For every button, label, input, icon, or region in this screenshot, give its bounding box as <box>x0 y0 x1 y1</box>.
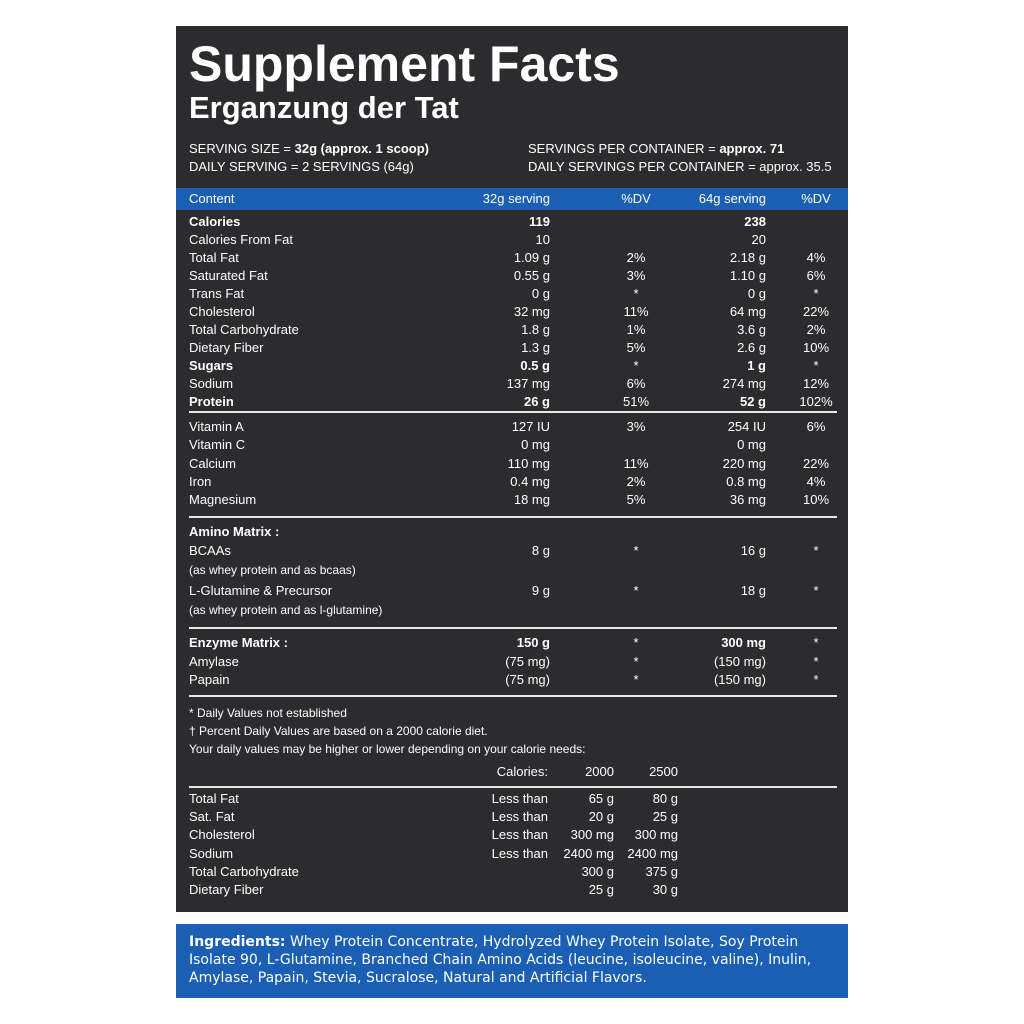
row-label: Iron <box>189 473 212 489</box>
table-row <box>176 491 848 509</box>
dv-2500-value: 80 g <box>652 791 678 806</box>
serving-64g-value: 220 mg <box>722 455 766 471</box>
dv-32g-value: 3% <box>626 268 646 283</box>
serving-64g-value: 274 mg <box>722 376 766 391</box>
dv-2000-value: 2400 mg <box>563 845 614 861</box>
table-row <box>176 393 848 411</box>
row-label: Amylase <box>189 653 239 669</box>
serving-size-label: SERVING SIZE = <box>189 141 295 156</box>
serving-64g-value: 254 IU <box>727 419 766 434</box>
table-row <box>176 436 848 454</box>
dv-2500-value: 2400 mg <box>627 845 678 861</box>
serving-32g-value: 110 mg <box>507 455 550 471</box>
serving-64g-value: 36 mg <box>729 492 766 508</box>
dv-nutrient: Total Fat <box>189 791 239 806</box>
dv-64g-value: * <box>813 583 819 598</box>
table-row <box>176 790 848 808</box>
dv-condition: Less than <box>491 791 548 806</box>
daily-servings-per-container: DAILY SERVINGS PER CONTAINER = approx. 35.5 <box>528 159 832 174</box>
row-label: Calories <box>189 214 241 229</box>
daily-serving: DAILY SERVING = 2 SERVINGS (64g) <box>189 159 414 174</box>
dv-64g-value: 2% <box>806 322 826 337</box>
row-label: Total Fat <box>189 250 239 265</box>
dv-64g-value: 12% <box>802 376 830 391</box>
dv-64g-value: 22% <box>802 304 830 319</box>
row-label: Trans Fat <box>189 286 245 301</box>
row-label: Papain <box>189 672 230 687</box>
serving-64g-value: 300 mg <box>721 635 766 650</box>
table-row <box>176 582 848 600</box>
dv-32g-value: * <box>633 286 639 301</box>
row-label: Dietary Fiber <box>189 340 264 355</box>
table-row <box>176 339 848 357</box>
page-subtitle: Erganzung der Tat <box>189 90 459 125</box>
serving-64g-value: 0.8 mg <box>726 473 766 489</box>
table-row <box>176 826 848 844</box>
dv-32g-value: 11% <box>623 304 649 319</box>
amino-matrix-title-row <box>176 523 848 541</box>
dv-64g-value: 22% <box>802 455 830 471</box>
table-row <box>176 863 848 881</box>
serving-32g-value: 1.3 g <box>521 340 550 355</box>
header-dv-1: %DV <box>621 191 651 206</box>
calories-2500: 2500 <box>649 764 678 779</box>
dv-2000-value: 300 mg <box>570 827 614 843</box>
servings-per-container <box>528 140 784 158</box>
serving-32g-value: (75 mg) <box>505 653 550 669</box>
serving-32g-value: (75 mg) <box>505 672 550 687</box>
table-row <box>176 231 848 249</box>
row-label: L-Glutamine & Precursor <box>189 583 333 598</box>
dv-2500-value: 30 g <box>652 882 678 897</box>
row-label: Sodium <box>189 376 234 391</box>
row-label: Total Carbohydrate <box>189 322 299 337</box>
dv-64g-value: * <box>813 672 819 687</box>
dv-32g-value: * <box>633 672 639 687</box>
dv-64g-value: * <box>813 286 819 301</box>
table-row <box>176 418 848 436</box>
table-row <box>176 321 848 339</box>
dv-2500-value: 375 g <box>645 863 678 879</box>
serving-32g-value: 8 g <box>531 543 550 558</box>
serving-32g-value: 127 IU <box>511 419 550 434</box>
serving-32g-value: 18 mg <box>513 492 550 508</box>
dv-condition: Less than <box>491 827 548 843</box>
serving-32g-value: 1.09 g <box>513 250 550 265</box>
ingredients-text <box>189 933 839 987</box>
page-title: Supplement Facts <box>189 36 620 92</box>
table-row-note <box>176 561 848 579</box>
dv-64g-value: * <box>813 358 819 373</box>
calories-label: Calories: <box>496 764 548 779</box>
row-note: (as whey protein and as bcaas) <box>189 563 356 577</box>
row-label: Calcium <box>189 455 236 471</box>
serving-size-value: 32g (approx. 1 scoop) <box>294 141 429 156</box>
serving-64g-value: 0 g <box>747 286 766 301</box>
row-label: BCAAs <box>189 543 231 558</box>
serving-32g-value: 26 g <box>523 394 550 409</box>
divider <box>189 411 837 413</box>
table-row <box>176 808 848 826</box>
serving-32g-value: 137 mg <box>506 376 550 391</box>
row-label: Magnesium <box>189 492 257 508</box>
row-label: Cholesterol <box>189 304 255 319</box>
ingredients-label: Ingredients: <box>189 934 286 950</box>
table-row <box>176 671 848 689</box>
serving-64g-value: 64 mg <box>729 304 766 319</box>
serving-32g-value: 0 mg <box>521 437 550 453</box>
row-label: Sugars <box>189 358 234 373</box>
serving-32g-value: 10 <box>535 232 550 247</box>
dv-64g-value: 6% <box>806 419 826 434</box>
serving-32g-value: 119 <box>529 214 550 229</box>
dv-32g-value: 51% <box>622 394 650 409</box>
serving-64g-value: 52 g <box>739 394 766 409</box>
table-row <box>176 375 848 393</box>
table-row <box>176 653 848 671</box>
dv-64g-value: * <box>813 635 819 650</box>
serving-32g-value: 0.4 mg <box>510 473 550 489</box>
dv-2000-value: 20 g <box>588 809 614 825</box>
dv-32g-value: 2% <box>626 473 646 489</box>
row-note: (as whey protein and as l-glutamine) <box>189 603 383 617</box>
table-row <box>176 213 848 231</box>
divider <box>189 786 837 788</box>
table-row <box>176 357 848 375</box>
serving-64g-value: 0 mg <box>737 437 766 453</box>
dv-32g-value: * <box>633 583 639 598</box>
dv-2500-value: 300 mg <box>634 827 678 843</box>
dv-nutrient: Sodium <box>189 845 234 861</box>
table-row <box>176 249 848 267</box>
serving-64g-value: 2.6 g <box>737 340 766 355</box>
table-row <box>176 267 848 285</box>
table-row <box>176 542 848 560</box>
dv-nutrient: Dietary Fiber <box>189 882 264 897</box>
dv-32g-value: 1% <box>626 322 646 337</box>
header-content: Content <box>189 191 235 206</box>
dv-32g-value: 5% <box>626 492 646 508</box>
footnote-calorie-needs: Your daily values may be higher or lower depending on your calorie needs: <box>189 742 586 756</box>
dv-nutrient: Sat. Fat <box>189 809 235 825</box>
serving-64g-value: (150 mg) <box>713 672 766 687</box>
dv-32g-value: * <box>633 635 639 650</box>
serving-size <box>189 140 429 158</box>
dv-condition: Less than <box>491 809 548 825</box>
dv-64g-value: 6% <box>806 268 826 283</box>
serving-64g-value: 1.10 g <box>729 268 766 283</box>
row-label: Enzyme Matrix : <box>189 635 288 650</box>
table-row <box>176 845 848 863</box>
dv-64g-value: 10% <box>802 492 830 508</box>
divider <box>189 695 837 697</box>
serving-32g-value: 0.55 g <box>513 268 550 283</box>
header-dv-2: %DV <box>801 191 831 206</box>
amino-matrix-title: Amino Matrix : <box>189 524 280 539</box>
serving-32g-value: 0.5 g <box>520 358 550 373</box>
dv-64g-value: 4% <box>806 473 826 489</box>
dv-32g-value: 5% <box>626 340 646 355</box>
table-header <box>176 188 848 210</box>
serving-32g-value: 9 g <box>531 583 550 598</box>
ingredients-box <box>176 924 848 998</box>
dv-32g-value: * <box>633 358 639 373</box>
dv-32g-value: 3% <box>626 419 646 434</box>
header-32g-serving: 32g serving <box>482 191 550 206</box>
dv-32g-value: 11% <box>623 455 649 471</box>
table-row <box>176 634 848 652</box>
dv-32g-value: 2% <box>626 250 646 265</box>
calories-header-row <box>176 763 848 781</box>
divider <box>189 516 837 518</box>
dv-32g-value: * <box>633 653 639 669</box>
dv-32g-value: 6% <box>626 376 646 391</box>
dv-64g-value: 10% <box>802 340 830 355</box>
table-row-note <box>176 601 848 619</box>
serving-64g-value: 2.18 g <box>729 250 766 265</box>
footnote-percent-dv: † Percent Daily Values are based on a 2000 calorie diet. <box>189 724 488 738</box>
table-row <box>176 455 848 473</box>
dv-nutrient: Total Carbohydrate <box>189 863 299 879</box>
dv-2000-value: 25 g <box>588 882 614 897</box>
table-row <box>176 473 848 491</box>
dv-2000-value: 300 g <box>581 863 614 879</box>
table-row <box>176 285 848 303</box>
servings-per-container-label: SERVINGS PER CONTAINER = <box>528 141 720 156</box>
row-label: Saturated Fat <box>189 268 268 283</box>
dv-32g-value: * <box>633 543 639 558</box>
serving-64g-value: 18 g <box>740 583 766 598</box>
ingredients-list: Whey Protein Concentrate, Hydrolyzed Whey Protein Isolate, Soy Protein Isolate 90, L-Glutamine, Branched Chain Amino Acids (leucine, isoleucine, valine), Inulin, Amylase, Papain, Stevia, Sucralose, Natural and Artificial Flavors. <box>189 934 812 986</box>
table-row <box>176 303 848 321</box>
serving-64g-value: (150 mg) <box>713 653 766 669</box>
serving-32g-value: 0 g <box>531 286 550 301</box>
dv-condition: Less than <box>491 845 548 861</box>
calories-2000: 2000 <box>585 764 614 779</box>
serving-64g-value: 1 g <box>747 358 766 373</box>
serving-64g-value: 238 <box>744 214 766 229</box>
serving-32g-value: 1.8 g <box>521 322 550 337</box>
dv-64g-value: 102% <box>799 394 833 409</box>
dv-64g-value: * <box>813 543 819 558</box>
header-64g-serving: 64g serving <box>698 191 766 206</box>
dv-nutrient: Cholesterol <box>189 827 255 843</box>
table-row <box>176 881 848 899</box>
serving-32g-value: 32 mg <box>513 304 550 319</box>
row-label: Vitamin A <box>189 419 244 434</box>
dv-64g-value: * <box>813 653 819 669</box>
divider <box>189 627 837 629</box>
dv-2500-value: 25 g <box>652 809 678 825</box>
serving-64g-value: 20 <box>751 232 766 247</box>
row-label: Vitamin C <box>189 437 246 453</box>
serving-64g-value: 16 g <box>740 543 766 558</box>
dv-64g-value: 4% <box>806 250 826 265</box>
serving-32g-value: 150 g <box>516 635 550 650</box>
dv-2000-value: 65 g <box>588 791 614 806</box>
serving-64g-value: 3.6 g <box>737 322 766 337</box>
footnote-not-established: * Daily Values not established <box>189 706 347 720</box>
row-label: Calories From Fat <box>189 232 294 247</box>
supplement-facts-panel <box>176 26 848 912</box>
row-label: Protein <box>189 394 234 409</box>
servings-per-container-value: approx. 71 <box>719 141 785 156</box>
